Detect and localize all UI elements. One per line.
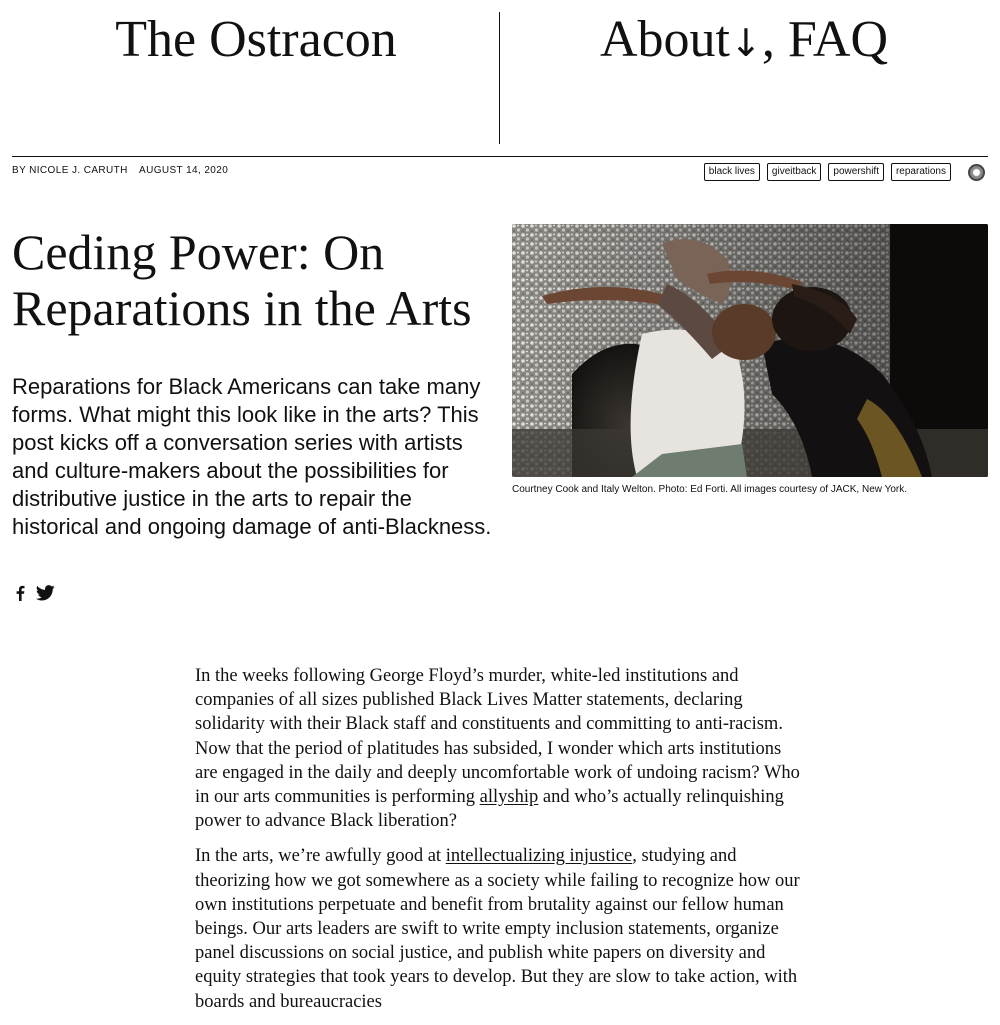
nav-faq-link[interactable]: FAQ — [787, 11, 888, 68]
site-title[interactable]: The Ostracon — [115, 11, 397, 68]
image-caption: Courtney Cook and Italy Welton. Photo: Ed Forti. All images courtesy of JACK, New York. — [512, 484, 907, 495]
tag-black-lives[interactable]: black lives — [704, 163, 760, 181]
article-dek: Reparations for Black Americans can take many forms. What might this look like in the arts? This post kicks off a conversation series with artists and culture-makers about the possibilities for distributive justice in the arts to repair the historical and ongoing damage of anti-Blackness. — [12, 374, 492, 539]
twitter-share-link[interactable] — [36, 585, 55, 601]
twitter-icon — [36, 585, 55, 601]
article-title: Ceding Power: On Reparations in the Arts — [12, 224, 472, 336]
nav-separator: , — [761, 11, 788, 68]
nav-about-label: About — [599, 11, 730, 68]
paragraph-text: In the weeks following George Floyd’s murder, white-led institutions and companies of all sizes published Black Lives Matter statements, declaring solidarity with their Black staff and constituents and committing to anti-racism. Now that the period of platitudes has subsided, I wonder which arts institutions are engaged in the daily and deeply uncomfortable work of undoing racism? Who in our arts communities is performing — [195, 666, 800, 808]
byline: BY NICOLE J. CARUTH — [12, 165, 128, 176]
tag-reparations[interactable]: reparations — [891, 163, 951, 181]
publish-date: AUGUST 14, 2020 — [139, 165, 229, 176]
tag-powershift[interactable]: powershift — [828, 163, 884, 181]
nav-about-link[interactable] — [600, 11, 762, 68]
main-nav — [500, 12, 988, 71]
article-body — [195, 664, 807, 1025]
facebook-share-link[interactable] — [12, 584, 28, 602]
allyship-link[interactable]: allyship — [479, 787, 539, 808]
dancers-photo — [512, 224, 988, 477]
article-meta — [12, 163, 988, 183]
dark-mode-toggle-icon[interactable] — [968, 164, 985, 181]
arrow-down-icon: ↓ — [729, 21, 762, 65]
hero-photo — [512, 224, 988, 477]
intellectualizing-injustice-link[interactable]: intellectualizing injustice — [445, 846, 633, 867]
hero-figure — [512, 224, 988, 496]
paragraph-text: , studying and theorizing how we got somewhere as a society while failing to recognize how our own institutions perpetuate and benefit from brutality against our fellow human beings. Our arts leaders are swift to write empty inclusion statements, organize panel discussions on social justice, and publish white papers on diversity and equity strategies that took years to develop. But they are slow to take action, with boards and bureaucracies — [195, 846, 800, 1012]
article-paragraph — [195, 664, 807, 833]
masthead — [12, 0, 988, 157]
article-paragraph — [195, 844, 807, 1013]
paragraph-text: In the arts, we’re awfully good at — [195, 846, 446, 867]
tag-giveitback[interactable]: giveitback — [767, 163, 821, 181]
paragraph-text: and who’s actually relinquishing power to advance Black liberation? — [195, 787, 784, 832]
facebook-icon — [12, 584, 28, 602]
share-links — [12, 584, 55, 602]
tag-list — [704, 163, 988, 181]
